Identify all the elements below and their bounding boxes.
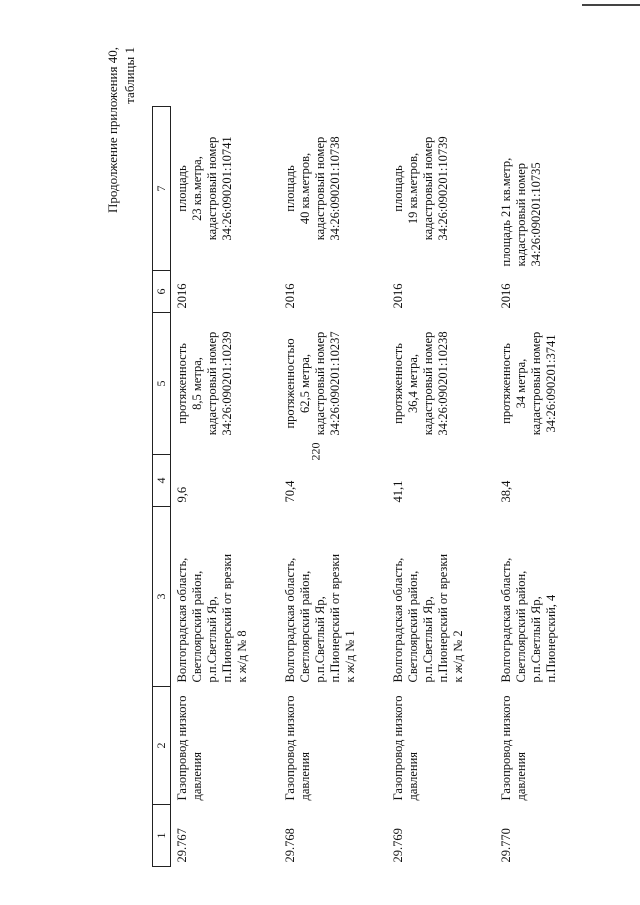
- column-header: 6: [153, 271, 171, 313]
- land-plot: площадь 21 кв.метр, кадастровый номер 34:26:090201:10735: [499, 157, 543, 267]
- object-address: Волгоградская область, Светлоярский район, р.п.Светлый Яр, п.Пионерский от врезки к ж/д № 8: [175, 553, 249, 683]
- object-length: 41,1: [391, 480, 405, 503]
- row-number: 29.768: [283, 828, 297, 863]
- table-row: [495, 107, 603, 867]
- object-name: Газопровод низкого давления: [283, 695, 312, 801]
- object-year: 2016: [499, 283, 513, 309]
- object-length: 38,4: [499, 480, 513, 503]
- column-header: 3: [153, 507, 171, 687]
- object-description: протяженность 36,4 метра, кадастровый номер 34:26:090201:10238: [391, 331, 450, 436]
- object-year: 2016: [175, 283, 189, 309]
- land-plot: площадь 23 кв.метра, кадастровый номер 34:26:090201:10741: [175, 136, 234, 241]
- column-header: 4: [153, 455, 171, 507]
- land-plot: площадь 40 кв.метров, кадастровый номер 34:26:090201:10738: [283, 136, 342, 241]
- object-description: протяженность 34 метра, кадастровый номер 34:26:090201:3741: [499, 331, 558, 436]
- property-table: [152, 106, 603, 867]
- top-rule: [582, 4, 640, 6]
- object-name: Газопровод низкого давления: [175, 695, 204, 801]
- rotated-sheet: [104, 47, 558, 867]
- object-description: протяженностью 62,5 метра, кадастровый номер 34:26:090201:10237: [283, 331, 342, 436]
- table-row: [387, 107, 495, 867]
- caption-line-1: Продолжение приложения 40,: [105, 47, 120, 214]
- column-number-row: [153, 107, 171, 867]
- row-number: 29.770: [499, 828, 513, 863]
- object-year: 2016: [391, 283, 405, 309]
- caption-line-2: таблицы 1: [122, 47, 137, 104]
- land-plot: площадь 19 кв.метров, кадастровый номер 34:26:090201:10739: [391, 136, 450, 241]
- table-row: [279, 107, 387, 867]
- table-caption: [104, 47, 144, 407]
- row-number: 29.769: [391, 828, 405, 863]
- object-address: Волгоградская область, Светлоярский район, р.п.Светлый Яр, п.Пионерский от врезки к ж/д № 2: [391, 553, 465, 683]
- column-header: 1: [153, 805, 171, 867]
- row-number: 29.767: [175, 828, 189, 863]
- page-number: 220: [308, 442, 323, 461]
- object-name: Газопровод низкого давления: [499, 695, 528, 801]
- object-name: Газопровод низкого давления: [391, 695, 420, 801]
- object-description: протяженность 8,5 метра, кадастровый номер 34:26:090201:10239: [175, 331, 234, 436]
- column-header: 7: [153, 107, 171, 271]
- object-length: 70,4: [283, 480, 297, 503]
- object-address: Волгоградская область, Светлоярский район, р.п.Светлый Яр, п.Пионерский от врезки к ж/д № 1: [283, 553, 357, 683]
- column-header: 5: [153, 313, 171, 455]
- object-length: 9,6: [175, 486, 189, 503]
- table-row: [171, 107, 280, 867]
- object-address: Волгоградская область, Светлоярский район, р.п.Светлый Яр, п.Пионерский, 4: [499, 557, 558, 683]
- object-year: 2016: [283, 283, 297, 309]
- column-header: 2: [153, 687, 171, 805]
